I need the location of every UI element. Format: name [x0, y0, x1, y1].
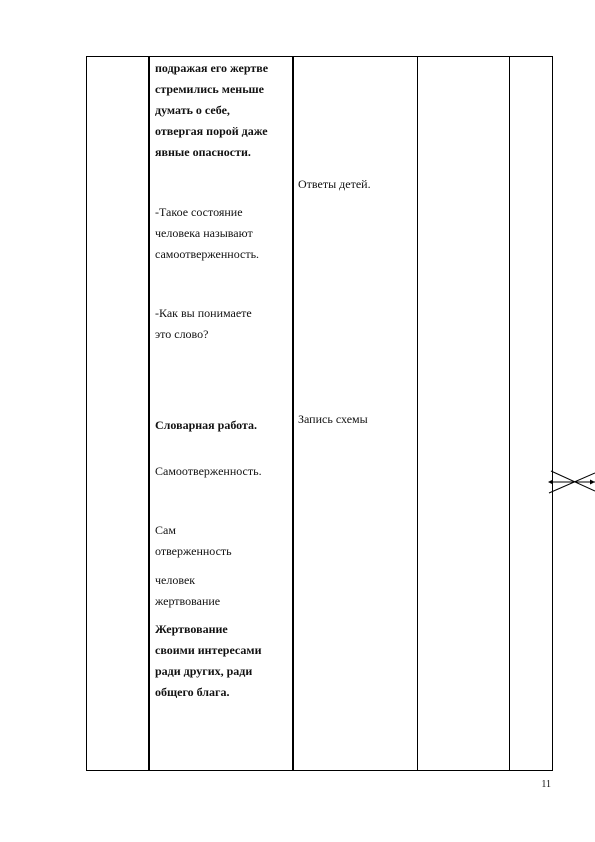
word-part-meaning: человек жертвование	[155, 573, 221, 608]
table-column-divider-3	[417, 56, 418, 771]
table-column-divider-left	[86, 56, 87, 771]
crossed-arrows-icon	[546, 467, 595, 497]
table-column-divider-right	[552, 56, 553, 771]
table-bottom-border	[86, 770, 553, 771]
table-column-divider-4	[509, 56, 510, 771]
table-column-divider-1	[148, 56, 150, 771]
table-top-border	[86, 56, 553, 57]
student-activity-answers: Ответы детей.	[298, 177, 371, 191]
table-column-divider-2	[292, 56, 294, 771]
page-number: 11	[541, 779, 551, 790]
word-definition: Жертвование своими интересами ради других, ради общего блага.	[155, 622, 262, 699]
vocabulary-work-heading: Словарная работа.	[155, 418, 258, 432]
word-part-self: Сам отверженность	[155, 523, 232, 558]
student-activity-scheme: Запись схемы	[298, 412, 368, 426]
teacher-text-state: -Такое состояние человека называют самоотверженность.	[155, 205, 260, 261]
vocabulary-word: Самоотверженность.	[155, 464, 262, 478]
teacher-text-opening: подражая его жертве стремились меньше думать о себе, отвергая порой даже явные опасности.	[155, 61, 269, 159]
teacher-question: -Как вы понимаете это слово?	[155, 306, 252, 341]
